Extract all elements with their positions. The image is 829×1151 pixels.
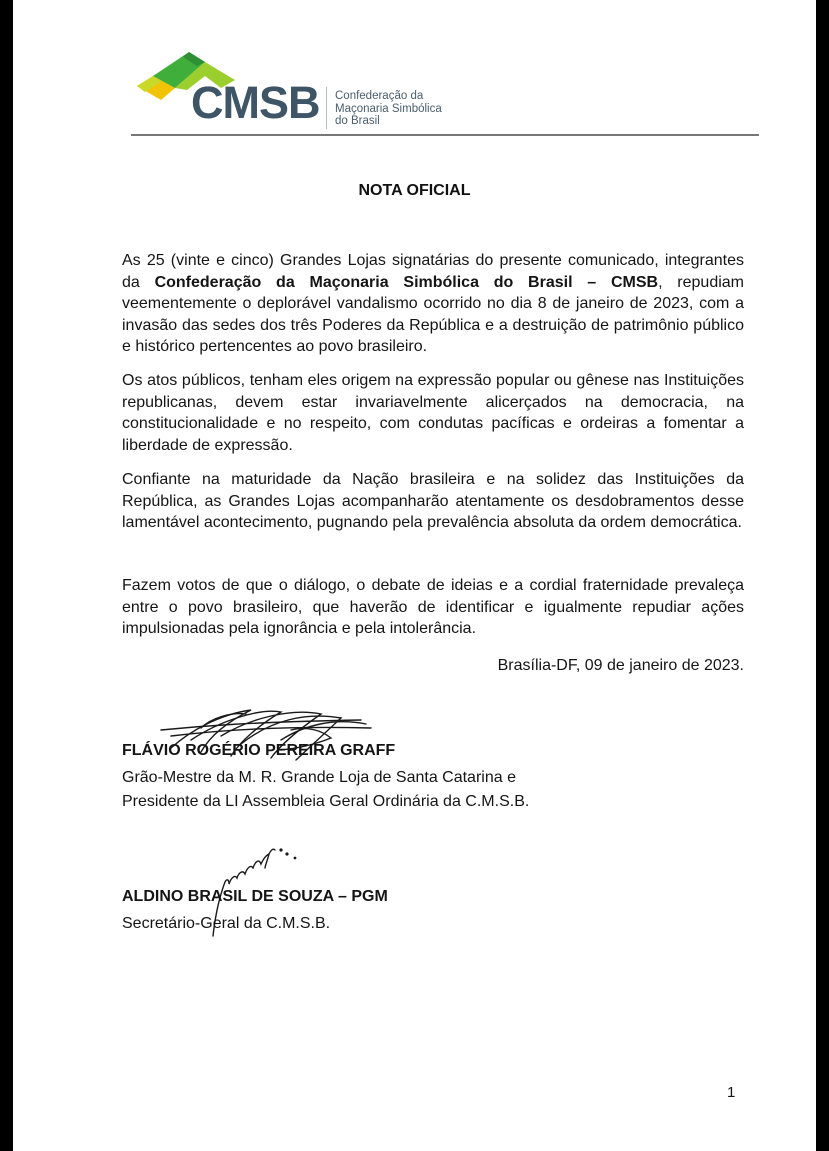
paragraph-4: Fazem votos de que o diálogo, o debate de ideias e a cordial fraternidade prevaleça entre o povo brasileiro, que haverão de identificar e igualmente repudiar ações impulsionadas pela ignorância e pela intolerância.: [122, 577, 744, 637]
header-divider: [131, 134, 759, 136]
place-and-date: Brasília-DF, 09 de janeiro de 2023.: [497, 657, 744, 674]
organization-name: [335, 90, 465, 128]
organization-name-line: Maçonaria Simbólica: [335, 102, 442, 115]
signatory-2-role: [122, 912, 330, 936]
paragraph-1-text-end: , repudiam veementemente o deplorável vandalismo ocorrido no dia 8 de janeiro de 2023, com a invasão das sedes dos três Poderes da República e a destruição de patrimônio público e histórico pertencentes ao povo brasileiro.: [122, 273, 744, 355]
signatory-1-role-line: Grão-Mestre da M. R. Grande Loja de Santa Catarina e: [122, 769, 516, 786]
organization-full-name: Confederação da Maçonaria Simbólica do Brasil – CMSB: [154, 273, 659, 291]
organization-name-line: Confederação da: [335, 90, 424, 102]
logo-divider: [326, 87, 327, 129]
paragraph-1-text: As 25 (vinte e cinco) Grandes Lojas signatárias do presente comunicado, integrantes da: [122, 252, 744, 291]
document-page: [13, 0, 816, 1151]
page-number: 1: [727, 1084, 736, 1101]
signatory-1-name: FLÁVIO ROGÉRIO PEREIRA GRAFF: [122, 742, 396, 759]
document-title: NOTA OFICIAL: [358, 182, 471, 199]
signatory-1-role: [122, 766, 529, 814]
paragraph-3: Confiante na maturidade da Nação brasileira e na solidez das Instituições da República, as Grandes Lojas acompanharão atentamente os desdobramentos desse lamentável acontecimento, pugnando pela prevalência absoluta da ordem democrática.: [122, 471, 744, 531]
signatory-2-name: ALDINO BRASIL DE SOUZA – PGM: [122, 888, 388, 905]
logo-acronym: CMSB: [191, 77, 320, 128]
paragraph-2: Os atos públicos, tenham eles origem na expressão popular ou gênese nas Instituições republicanas, devem estar invariavelmente alicerçados na democracia, na constitucionalidade e no respeito, com condutas pacíficas e ordeiras a fomentar a liberdade de expressão.: [122, 372, 744, 454]
paragraph-1: [122, 250, 744, 358]
organization-name-line: do Brasil: [335, 115, 380, 127]
letterhead: [131, 40, 761, 136]
signatory-2-role-line: Secretário-Geral da C.M.S.B.: [122, 915, 331, 932]
signatory-1-role-line: Presidente da LI Assembleia Geral Ordinária da C.M.S.B.: [122, 793, 530, 810]
